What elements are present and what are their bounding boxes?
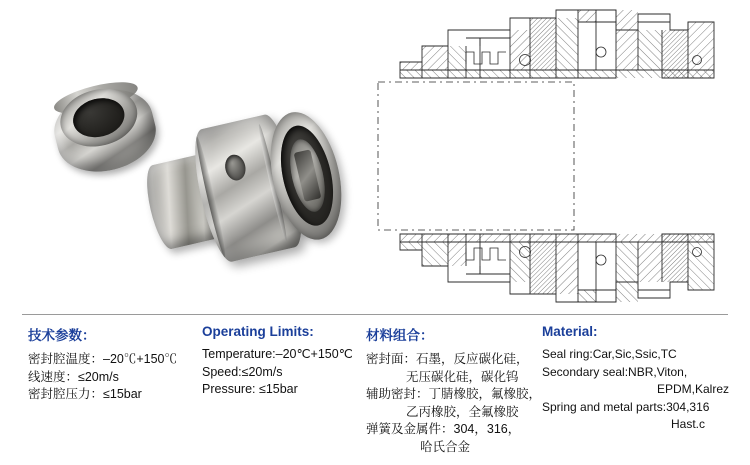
spec-line-cn-temperature: 密封腔温度：–20℃+150℃ bbox=[28, 352, 178, 366]
material-cn-row-6: 哈氏合金 bbox=[420, 439, 471, 454]
material-cn-key-spring-metal: 弹簧及金属件： bbox=[366, 422, 454, 436]
spec-line-cn-speed: 线速度：≤20m/s bbox=[28, 369, 119, 384]
material-cn-key-sealface: 密封面： bbox=[366, 352, 417, 366]
spec-column-material-cn bbox=[366, 324, 542, 456]
section-drawing-svg bbox=[370, 0, 750, 310]
specs-section bbox=[0, 324, 750, 465]
material-en-secondary-seal-cont: EPDM,Kalrez bbox=[656, 382, 729, 396]
material-cn-row-2: 无压碳化硅，碳化钨 bbox=[406, 369, 519, 384]
spec-title-material-cn: 材料组合： bbox=[366, 328, 434, 343]
material-cn-value-spring-metal: 304，316， bbox=[453, 422, 521, 436]
product-photo bbox=[0, 0, 370, 310]
spec-title-operating-limits: Operating Limits: bbox=[202, 324, 314, 339]
spec-column-operating-limits-en bbox=[202, 324, 362, 399]
material-en-seal-ring: Seal ring:Car,Sic,Ssic,TC bbox=[542, 347, 677, 361]
material-en-secondary-seal: Secondary seal:NBR,Viton, bbox=[542, 364, 688, 379]
material-cn-key-secondary: 辅助密封： bbox=[366, 387, 429, 401]
material-cn-row-5 bbox=[366, 421, 538, 439]
spec-column-technical-cn bbox=[28, 324, 196, 404]
material-en-spring-metal: Spring and metal parts:304,316 bbox=[542, 399, 710, 414]
spec-title-technical-cn: 技术参数： bbox=[28, 328, 96, 343]
spec-column-material-en bbox=[542, 324, 747, 434]
material-en-spring-metal-cont: Hast.c bbox=[670, 417, 705, 431]
material-cn-value-secondary: 丁腈橡胶，氟橡胶， bbox=[428, 387, 542, 401]
horizontal-divider bbox=[22, 314, 728, 315]
section-drawing bbox=[370, 0, 750, 310]
spec-line-en-temperature: Temperature:–20℃+150℃ bbox=[202, 347, 353, 361]
cartridge-assembly-part bbox=[133, 88, 367, 304]
spec-line-en-pressure: Pressure: ≤15bar bbox=[202, 382, 298, 396]
material-cn-row-1 bbox=[366, 351, 538, 369]
spec-title-material-en: Material: bbox=[542, 324, 598, 339]
spec-line-en-speed: Speed:≤20m/s bbox=[202, 364, 283, 379]
material-cn-row-4: 乙丙橡胶，全氟橡胶 bbox=[406, 404, 519, 419]
spec-line-cn-pressure: 密封腔压力：≤15bar bbox=[28, 387, 142, 401]
material-cn-row-3 bbox=[366, 386, 542, 404]
material-cn-value-sealface: 石墨，反应碳化硅， bbox=[416, 352, 529, 366]
